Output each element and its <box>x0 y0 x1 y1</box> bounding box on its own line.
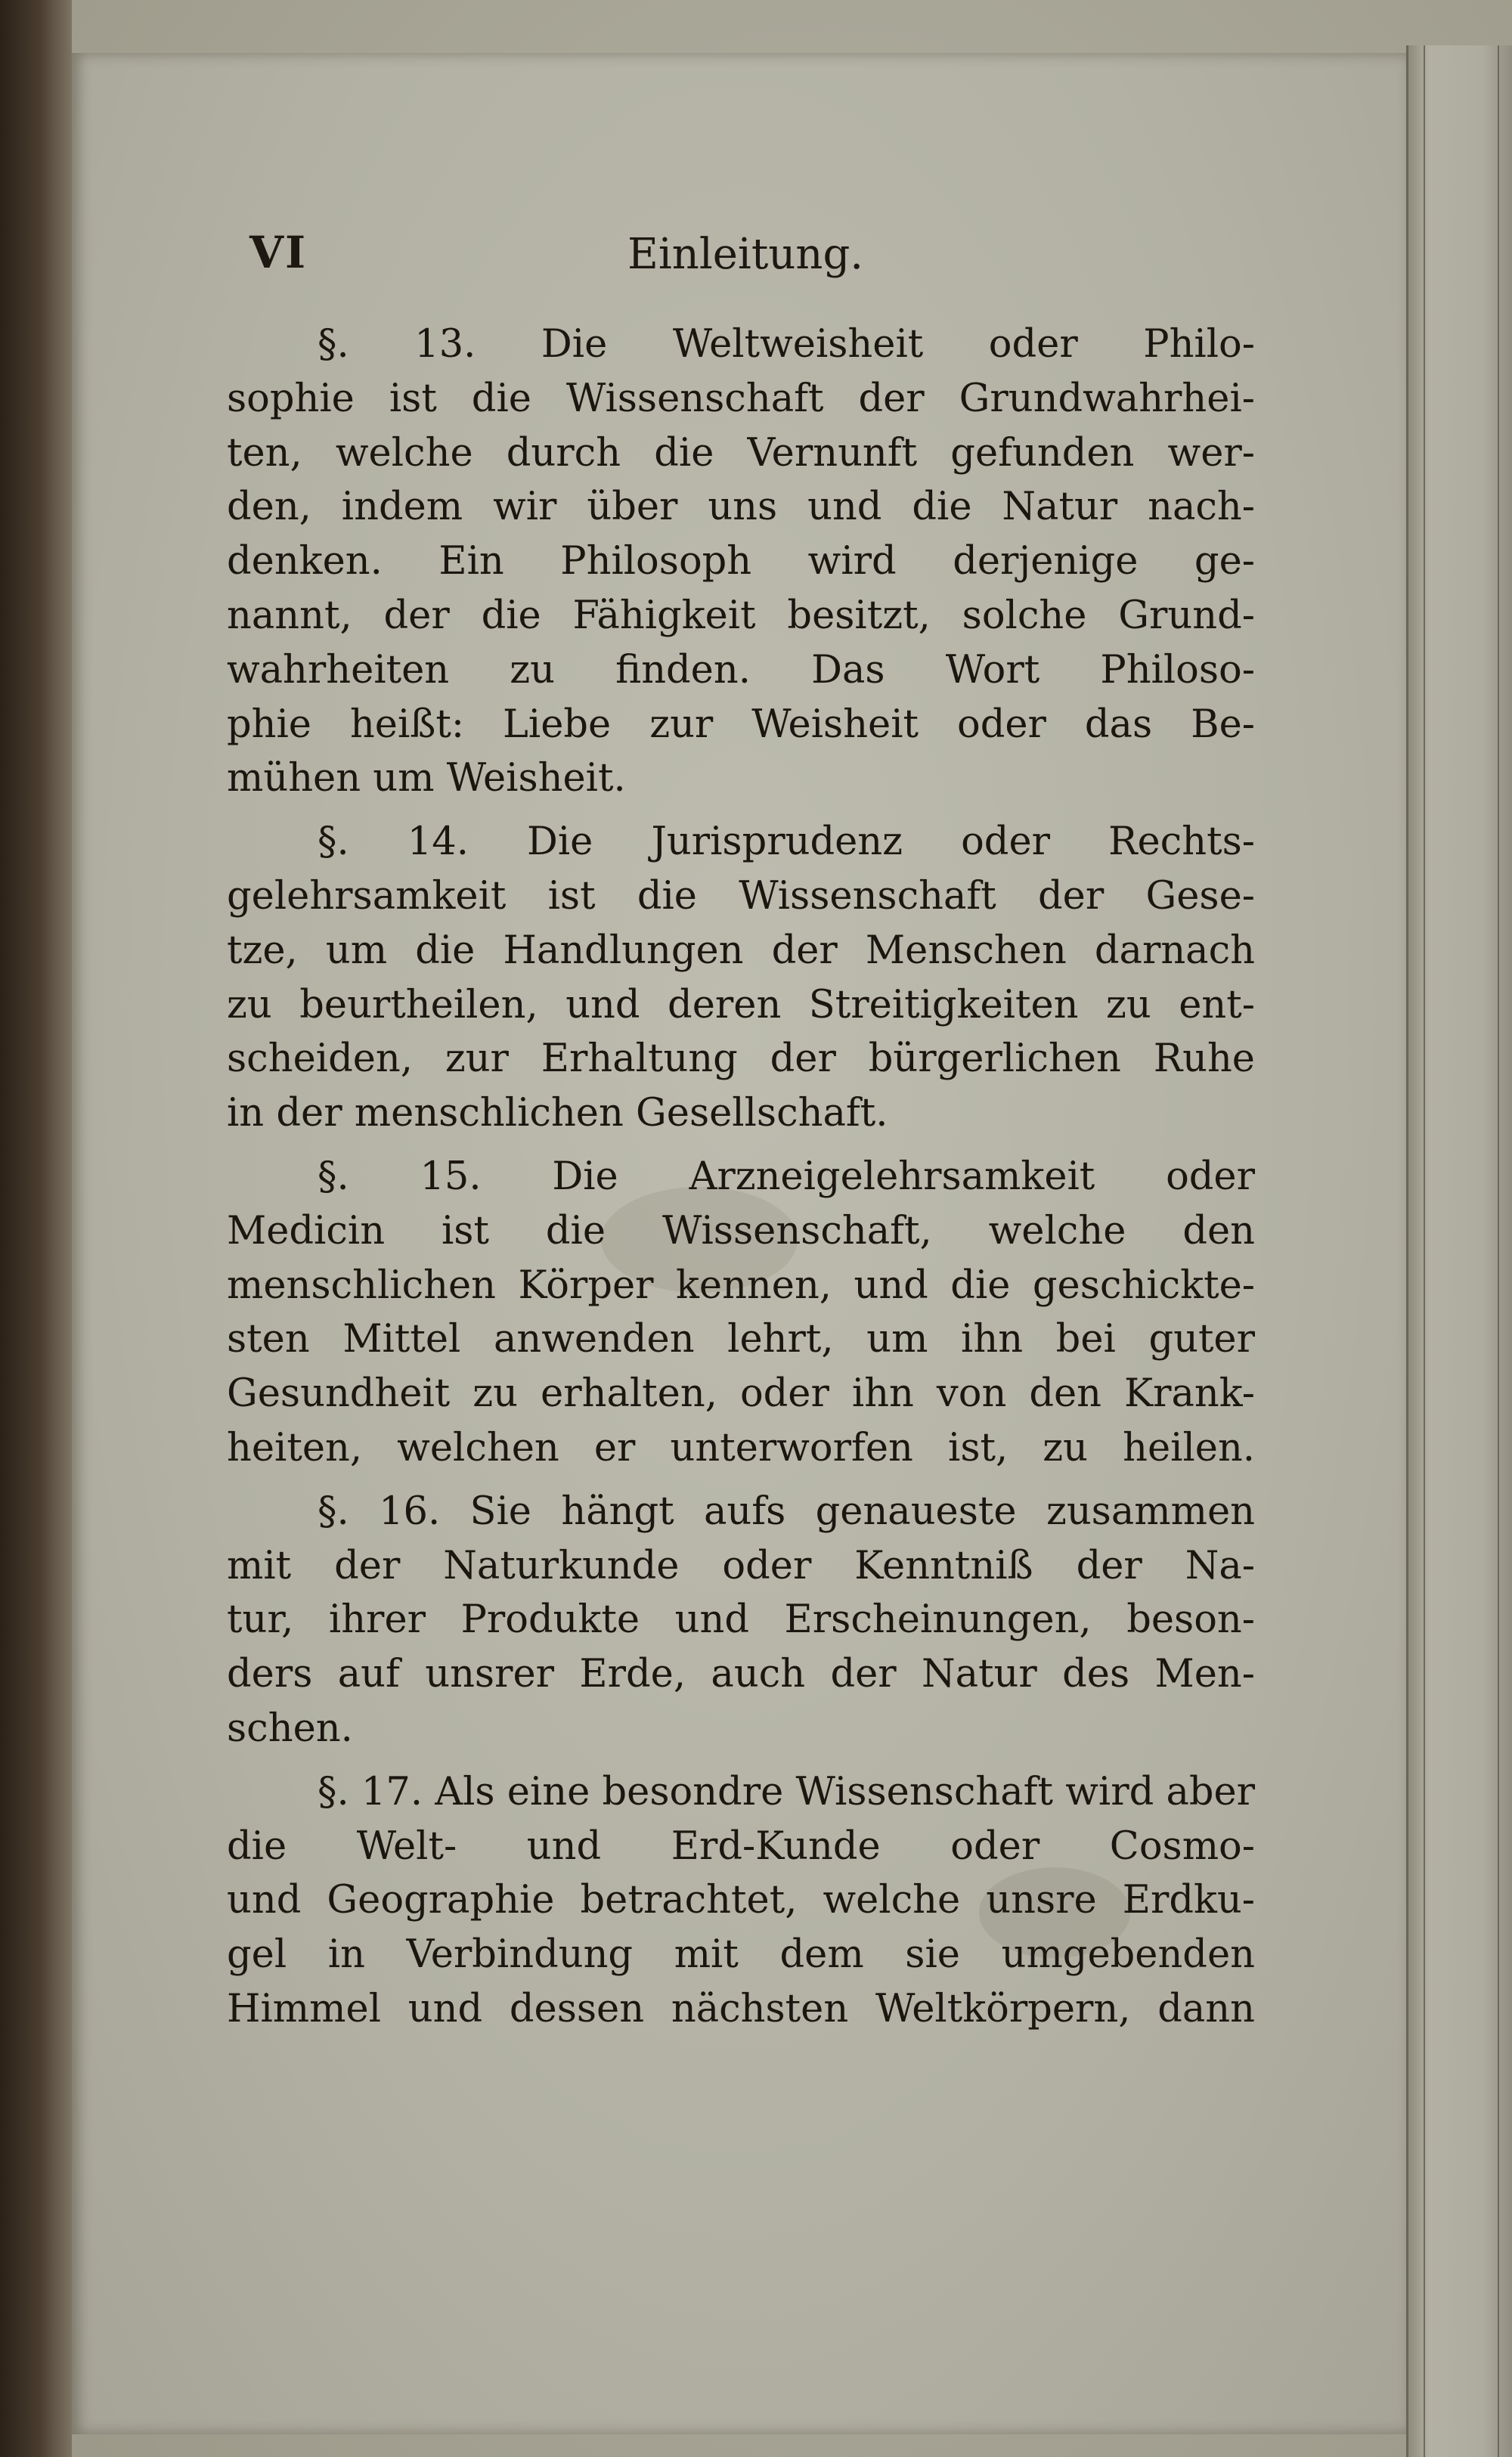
text-line: schen. <box>227 1706 353 1751</box>
text-line: mühen um Weisheit. <box>227 756 626 801</box>
body-text <box>227 318 1255 2037</box>
text-line: denken. Ein Philosoph wird derjenige ge- <box>227 539 1255 584</box>
text-line: tur, ihrer Produkte und Erscheinungen, beson- <box>227 1597 1255 1643</box>
paragraph-17 <box>227 1765 1255 2037</box>
running-head: Einleitung. <box>627 230 864 279</box>
page-number: VI <box>249 227 308 278</box>
book-binding <box>0 0 72 2457</box>
paragraph-14 <box>227 815 1255 1141</box>
text-line: menschlichen Körper kennen, und die geschickte- <box>227 1263 1255 1308</box>
text-line: ders auf unsrer Erde, auch der Natur des Men- <box>227 1652 1255 1697</box>
text-line: Gesundheit zu erhalten, oder ihn von den Krank- <box>227 1371 1255 1417</box>
page-edge-line <box>1498 45 1499 2457</box>
text-line: §. 14. Die Jurisprudenz oder Rechts- <box>318 820 1255 865</box>
text-line: §. 13. Die Weltweisheit oder Philo- <box>318 322 1255 367</box>
text-line: scheiden, zur Erhaltung der bürgerlichen Ruhe <box>227 1036 1255 1082</box>
text-line: ten, welche durch die Vernunft gefunden wer- <box>227 430 1255 476</box>
paragraph-13 <box>227 318 1255 806</box>
page-header <box>249 227 1308 295</box>
text-line: gelehrsamkeit ist die Wissenschaft der Gese- <box>227 873 1255 919</box>
text-line: phie heißt: Liebe zur Weisheit oder das Be- <box>227 702 1255 747</box>
text-line: §. 17. Als eine besondre Wissenschaft wird aber <box>318 1769 1256 1814</box>
text-line: zu beurtheilen, und deren Streitigkeiten zu ent- <box>227 982 1255 1027</box>
text-line: den, indem wir über uns und die Natur nach- <box>227 485 1255 530</box>
text-line: und Geographie betrachtet, welche unsre Erdku- <box>227 1878 1255 1923</box>
right-page-edges <box>1406 45 1512 2457</box>
text-line: sophie ist die Wissenschaft der Grundwahrhei- <box>227 376 1255 421</box>
text-line: mit der Naturkunde oder Kenntniß der Na- <box>227 1543 1255 1588</box>
text-line: §. 15. Die Arzneigelehrsamkeit oder <box>318 1154 1255 1199</box>
text-line: nannt, der die Fähigkeit besitzt, solche Grund- <box>227 593 1255 638</box>
text-line: Himmel und dessen nächsten Weltkörpern, dann <box>227 1986 1255 2031</box>
text-line: die Welt- und Erd-Kunde oder Cosmo- <box>227 1823 1255 1869</box>
page-edge-line <box>1424 45 1425 2457</box>
text-line: gel in Verbindung mit dem sie umgebenden <box>227 1932 1255 1978</box>
text-line: tze, um die Handlungen der Menschen darnach <box>227 928 1255 973</box>
text-line: in der menschlichen Gesellschaft. <box>227 1091 888 1136</box>
paragraph-15 <box>227 1150 1255 1476</box>
text-line: §. 16. Sie hängt aufs genaueste zusammen <box>318 1489 1255 1534</box>
text-line: sten Mittel anwenden lehrt, um ihn bei guter <box>227 1317 1255 1362</box>
text-line: wahrheiten zu finden. Das Wort Philoso- <box>227 647 1255 692</box>
text-line: Medicin ist die Wissenschaft, welche den <box>227 1208 1255 1253</box>
text-line: heiten, welchen er unterworfen ist, zu heilen. <box>227 1425 1255 1470</box>
paragraph-16 <box>227 1485 1255 1756</box>
